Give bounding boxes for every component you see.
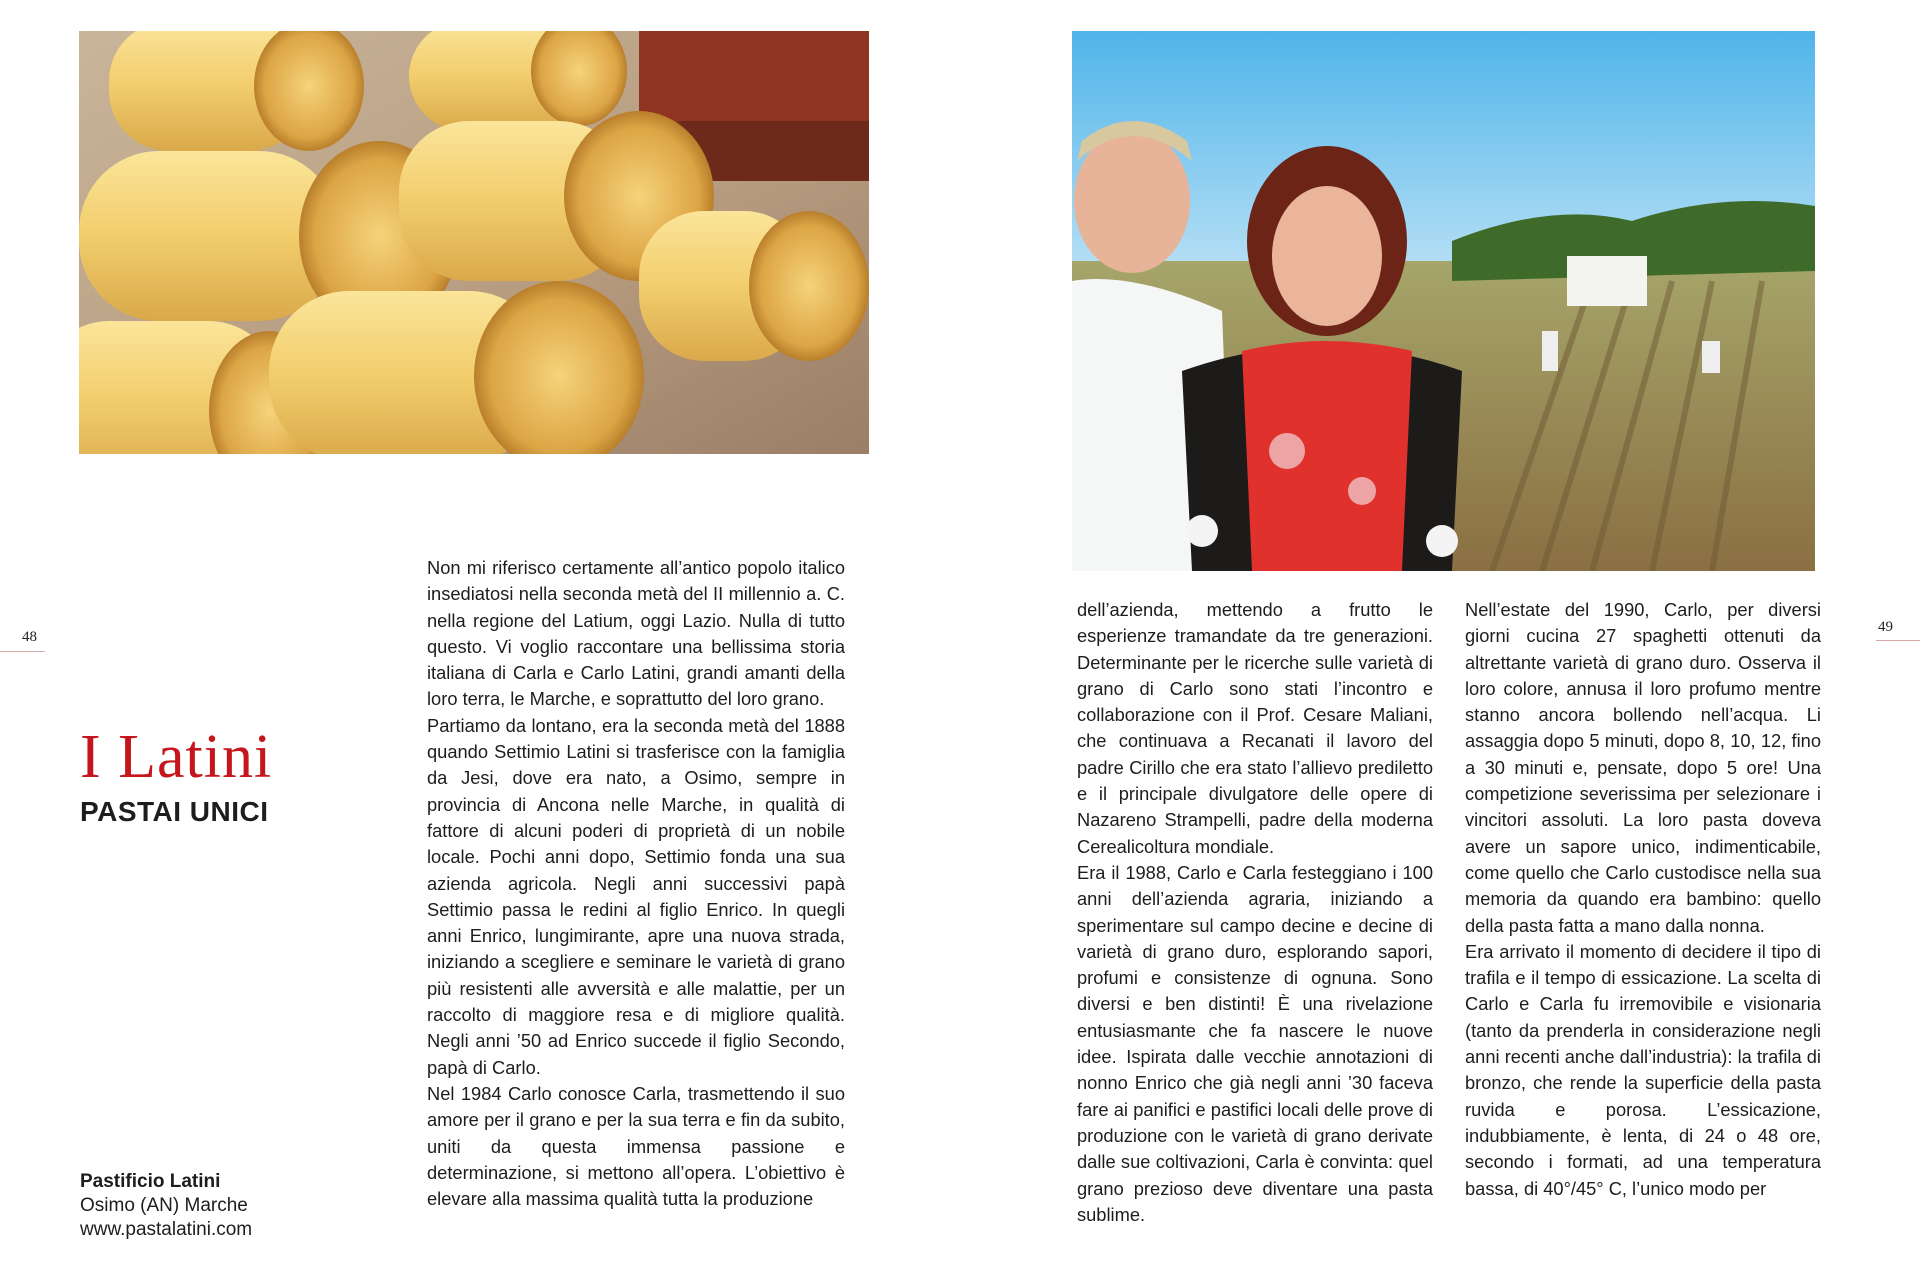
paragraph: Partiamo da lontano, era la seconda metà del 1888 quando Settimio Latini si trasferisce con la famiglia da Jesi, dove era nato, a Osimo, sempre in provincia di Ancona nelle Marche, in qualità di fattore di alcuni poderi di proprietà di un nobile locale. Pochi anni dopo, Settimio fonda una sua azienda agricola. Negli anni successivi papà Settimio passa le redini al figlio Enrico. In quegli anni Enrico, lungimirante, apre una nuova strada, iniziando a scegliere e seminare le varietà di grano più resistenti alle avversità e alle malattie, per un raccolto di maggiore resa e di migliore qualità. Negli anni ’50 ad Enrico succede il figlio Secondo, papà di Carlo. [427,714,845,1078]
contact-website: www.pastalatini.com [80,1219,253,1240]
page-number-left: 48 [22,629,37,645]
contact-name: Pastificio Latini [80,1171,221,1192]
text-column-1 [427,555,845,1212]
paragraph: dell’azienda, mettendo a frutto le esperienze tramandate da tre generazioni. Determinante per le ricerche sulle varietà di grano di Carlo sono stati l’incontro e collaborazione con il Prof. Cesare Maliani, che continuava a Recanati il lavoro del padre Cirillo che era stato l’allievo prediletto e il principale divulgatore delle opere di Nazareno Strampelli, padre della moderna Cerealicoltura mondiale. [1077,599,1433,857]
couple-field-photo [1072,31,1815,571]
folio-rule-left [0,651,45,652]
article-title: I Latini [80,723,273,791]
contact-place: Osimo (AN) Marche [80,1195,248,1216]
article-heading [80,723,273,828]
paragraph: Non mi riferisco certamente all’antico popolo italico insediatosi nella seconda metà del II millennio a. C. nella regione del Latium, oggi Lazio. Nulla di tutto questo. Vi voglio raccontare una bellissima storia italiana di Carla e Carlo Latini, grandi amanti della loro terra, le Marche, e soprattutto del loro grano. [427,557,845,710]
paragraph: Nel 1984 Carlo conosce Carla, trasmettendo il suo amore per il grano e per la sua terra e fin da subito, uniti da questa immensa passione e determinazione, si mettono all’opera. L’obiettivo è elevare alla massima qualità tutta la produzione [427,1082,845,1210]
paragraph: Era arrivato il momento di decidere il tipo di trafila e il tempo di essicazione. La scelta di Carlo e Carla fu irremovibile e visionaria (tanto da prenderla in considerazione negli anni recenti anche dall’industria): la trafila di bronzo, che rende la superficie della pasta ruvida e porosa. L’essicazione, indubbiamente, è lenta, di 24 o 48 ore, secondo i formati, ad una temperatura bassa, di 40°/45° C, l’unico modo per [1465,940,1821,1199]
folio-rule-right [1876,640,1920,641]
pasta-photo [79,31,869,454]
text-column-3 [1465,597,1821,1202]
page-number-right: 49 [1878,619,1893,635]
paragraph: Era il 1988, Carlo e Carla festeggiano i 100 anni dell’azienda agraria, iniziando a sperimentare sul campo decine e decine di varietà di grano duro, esplorando sapori, profumi e consistenze di ognuna. Sono diversi e ben distinti! È una rivelazione entusiasmante che fa nascere le nuove idee. Ispirata dalle vecchie annotazioni di nonno Enrico che già negli anni ’30 faceva fare ai panifici e pastifici locali delle prove di produzione con le varietà di grano derivate dalle sue coltivazioni, Carla è convinta: quel grano prezioso deve diventare una pasta sublime. [1077,861,1433,1225]
article-subtitle: PASTAI UNICI [80,796,269,827]
paragraph: Nell’estate del 1990, Carlo, per diversi giorni cucina 27 spaghetti ottenuti da altrettante varietà di grano duro. Osserva il loro colore, annusa il loro profumo mentre stanno ancora bollendo nell’acqua. Li assaggia dopo 5 minuti, dopo 8, 10, 12, fino a 30 minuti e, pensate, dopo 5 ore! Una competizione severissima per selezionare i vincitori assoluti. La loro pasta doveva avere un sapore unico, indimenticabile, come quello che Carlo custodisce nella sua memoria da quando era bambino: quello della pasta fatta a mano dalla nonna. [1465,599,1821,936]
text-column-2 [1077,597,1433,1228]
contact-info [80,1170,252,1242]
